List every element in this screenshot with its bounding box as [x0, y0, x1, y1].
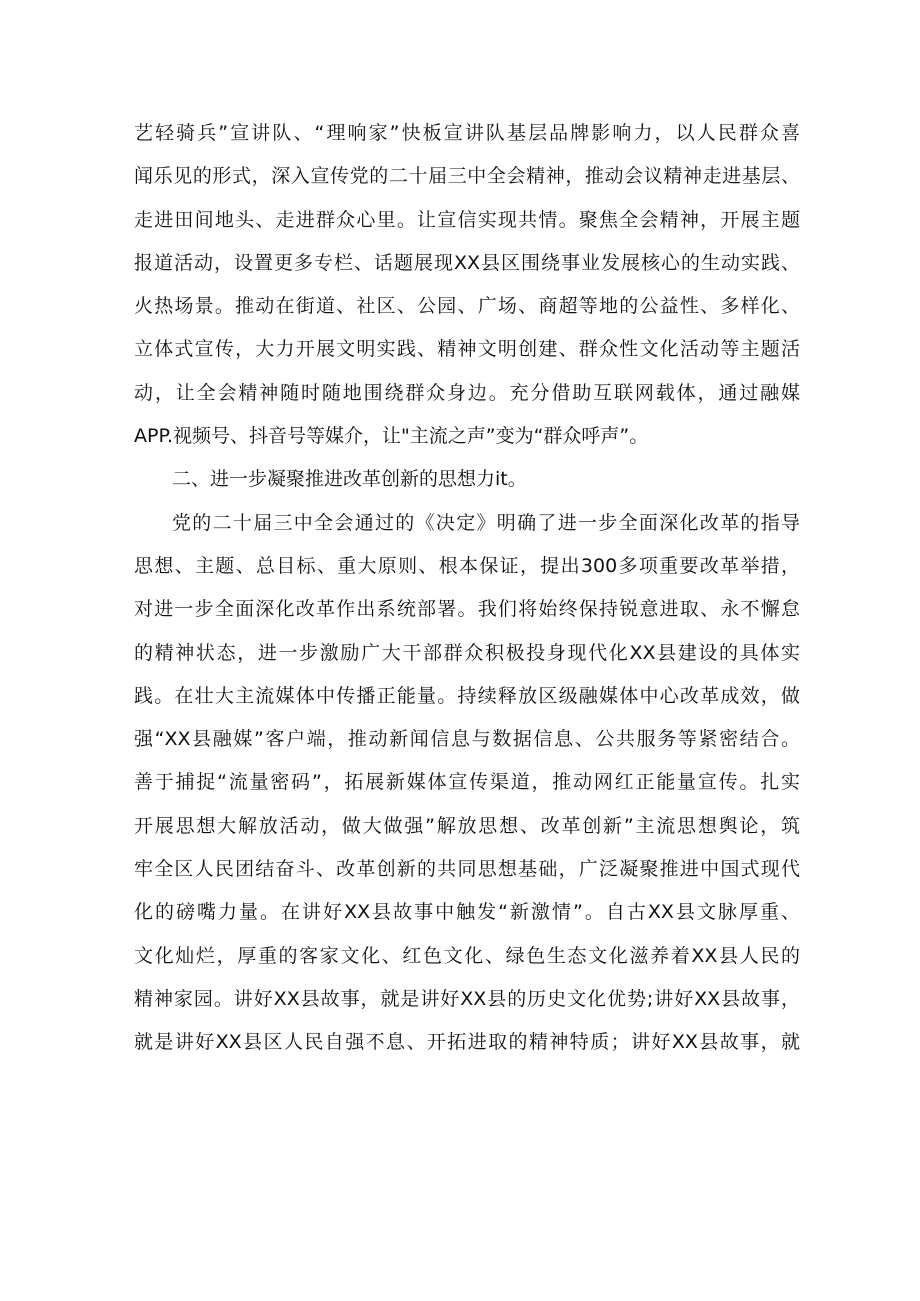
paragraph-2-line-2: 思想、主题、总目标、重大原则、根本保证，提出300多项重要改革举措， — [134, 554, 800, 577]
paragraph-2-line-9: 牢全区人民团结奋斗、改革创新的共同思想基础，广泛凝聚推进中国式现代 — [134, 858, 800, 881]
paragraph-2-line-13: 就是讲好XX县区人民自强不息、开拓进取的精神特质；讲好XX县故事，就 — [134, 1031, 800, 1054]
paragraph-1-line-2: 闻乐见的形式，深入宣传党的二十届三中全会精神，推动会议精神走进基层、 — [134, 165, 800, 188]
paragraph-2-line-8: 开展思想大解放活动，做大做强”解放思想、改革创新”主流思想舆论，筑 — [134, 814, 800, 837]
paragraph-1-line-5: 火热场景。推动在街道、社区、公园、广场、商超等地的公益性、多样化、 — [134, 295, 800, 318]
paragraph-2-line-6: 强“XX县融媒”客户端，推动新闻信息与数据信息、公共服务等紧密结合。 — [134, 728, 800, 751]
document-body — [134, 112, 800, 1065]
paragraph-1-line-4: 报道活动，设置更多专栏、话题展现XX县区围绕事业发展核心的生动实践、 — [134, 251, 800, 274]
paragraph-1-line-7: 动，让全会精神随时随地围绕群众身边。充分借助互联网载体，通过融媒 — [134, 381, 800, 404]
paragraph-2-line-1: 党的二十届三中全会通过的《决定》明确了进一步全面深化改革的指导 — [172, 511, 800, 534]
paragraph-2-line-10: 化的磅嘴力量。在讲好XX县故事中触发“新激情”。自古XX县文脉厚重、 — [134, 901, 800, 924]
paragraph-2-line-7: 善于捕捉“流量密码”，拓展新媒体宣传渠道，推动网红正能量宣传。扎实 — [134, 771, 800, 794]
paragraph-2-line-4: 的精神状态，进一步激励广大干部群众积极投身现代化XX县建设的具体实 — [134, 641, 800, 664]
paragraph-1-line-3: 走进田间地头、走进群众心里。让宣信实现共情。聚焦全会精神，开展主题 — [134, 208, 800, 231]
paragraph-1-line-6: 立体式宣传，大力开展文明实践、精神文明创建、群众性文化活动等主题活 — [134, 338, 800, 361]
paragraph-2-line-11: 文化灿烂，厚重的客家文化、红色文化、绿色生态文化滋养着XX县人民的 — [134, 944, 800, 967]
paragraph-1-line-1: 艺轻骑兵”宣讲队、“理响家”快板宣讲队基层品牌影响力，以人民群众喜 — [134, 122, 800, 144]
paragraph-1-line-8: APP.视频号、抖音号等媒介，让"主流之声”变为“群众呼声”。 — [134, 425, 649, 448]
paragraph-2-line-3: 对进一步全面深化改革作出系统部署。我们将始终保持锐意进取、永不懈怠 — [134, 598, 800, 621]
section-heading: 二、进一步凝聚推进改革创新的思想力it。 — [172, 468, 527, 491]
paragraph-2-line-12: 精神家园。讲好XX县故事，就是讲好XX县的历史文化优势;讲好XX县故事， — [134, 987, 800, 1010]
paragraph-2-line-5: 践。在壮大主流媒体中传播正能量。持续释放区级融媒体中心改革成效，做 — [134, 684, 800, 707]
